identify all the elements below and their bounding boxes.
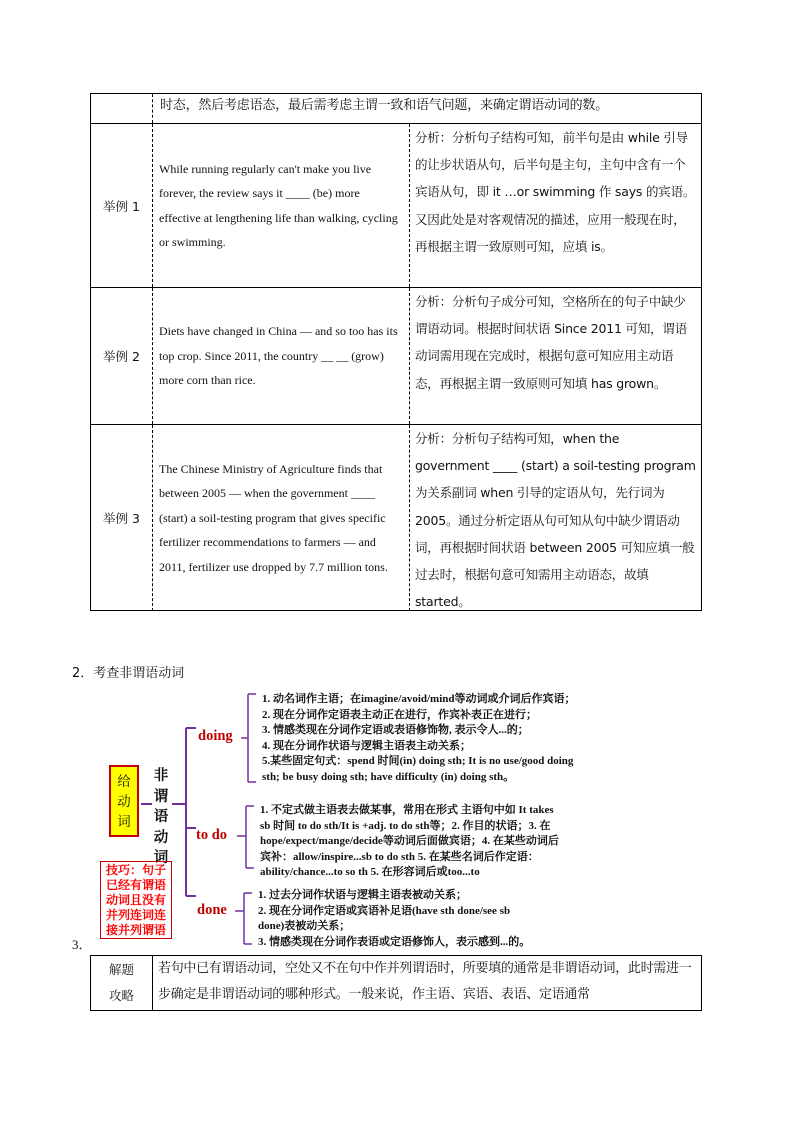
tip-box: 技巧：句子已经有谓语动词且没有并列连词连接并列谓语 (100, 861, 172, 939)
panel-line: 1. 不定式做主语表去做某事，常用在形式 主语句中如 It takes (260, 804, 554, 816)
panel-line: 1. 动名词作主语；在imagine/avoid/mind等动词或介词后作宾语； (262, 693, 576, 705)
example-analysis: 分析：分析句子结构可知，when the government ____ (start) a soil-testing program 为关系副词 when 引导的定语从句，先行词为 2005。通过分析定语从句可知从句中缺少谓语动词，再根据时间状语 between 2005 可知应填一般过去时，根据句意可知需用主动语态，故填 started。 (415, 431, 696, 610)
root-node: 给动词 (109, 765, 139, 837)
branch-label-doing: doing (198, 728, 233, 744)
panel-line: 3. 情感类现在分词作表语或定语修饰人，表示感到...的。 (258, 935, 531, 948)
section-heading: 2．考查非谓语动词 (72, 666, 185, 681)
example-analysis: 分析：分析句子结构可知，前半句是由 while 引导的让步状语从句，后半句是主句，主句中含有一个宾语从句，即 it …or swimming 作 says 的宾语。又因此处是对客观情况的描述，应用一般现在时，再根据主谓一致原则可知，应填 is。 (415, 130, 696, 254)
intro-text: 时态，然后考虑语态，最后需考虑主谓一致和语气问题，来确定谓语动词的数。 (160, 98, 609, 113)
example-label: 举例 3 (91, 425, 153, 611)
example-analysis: 分析：分析句子成分可知，空格所在的句子中缺少谓语动词。根据时间状语 Since 2011 可知，谓语动词需用现在完成时，根据句意可知应用主动语态，再根据主谓一致原则可知填 has grown。 (415, 294, 688, 391)
panel-line: ability/chance...to so th 5. 在形容词后或too...to (260, 866, 480, 878)
to-do-panel (260, 803, 559, 881)
sub-node: 非谓语动词 (153, 768, 169, 866)
panel-line: sb 时间 to do sth/It is +adj. to do sth等；2. 作目的状语；3. 在 (260, 819, 551, 832)
panel-line: 宾补：allow/inspire...sb to do sth 5. 在某些名词后作定语： (260, 850, 539, 863)
section-3-number: 3． (72, 937, 92, 952)
strategy-text: 若句中已有谓语动词，空处又不在句中作并列谓语时，所要填的通常是非谓语动词，此时需进一步确定是非谓语动词的哪种形式。一般来说，作主语、宾语、表语、定语通常 (158, 961, 692, 1002)
panel-line: 2. 现在分词作定语表主动正在进行，作宾补表正在进行； (262, 708, 537, 721)
example-sentence: The Chinese Ministry of Agriculture finds that between 2005 — when the government ____ (start) a soil-testing program that gives specific fertilizer recommendations to farmers — and 2011, fertilizer use dropped by 7.7 million tons. (153, 425, 410, 611)
done-panel (258, 888, 530, 950)
example-sentence: Diets have changed in China — and so too has its top crop. Since 2011, the country __ __ (grow) more corn than rice. (153, 288, 410, 424)
panel-line: 3. 情感类现在分词作定语或表语修饰物, 表示令人...的； (262, 724, 529, 736)
panel-line: done)表被动关系； (258, 920, 351, 932)
example-label: 举例 2 (91, 288, 153, 424)
panel-line: 5.某些固定句式：spend 时间(in) doing sth; It is no use/good doing (262, 755, 574, 767)
panel-line: 1. 过去分词作状语与逻辑主语表被动关系； (258, 889, 467, 901)
example-label: 举例 1 (91, 124, 153, 287)
branch-label-to-do: to do (196, 827, 228, 843)
strategy-label: 解题 攻略 (91, 956, 153, 1010)
panel-line: sth; be busy doing sth; have difficulty (in) doing sth。 (262, 770, 515, 783)
panel-line: 4. 现在分词作状语与逻辑主语表主动关系； (262, 739, 471, 752)
strategy-table (90, 955, 702, 1011)
doing-panel (262, 692, 576, 785)
panel-line: hope/expect/mange/decide等动词后面做宾语；4. 在某些动词后 (260, 835, 559, 847)
branch-label-done: done (197, 902, 227, 918)
example-sentence: While running regularly can't make you live forever, the review says it ____ (be) more effective at lengthening life than walking, cycling or swimming. (153, 124, 410, 287)
panel-line: 2. 现在分词作定语或宾语补足语(have sth done/see sb (258, 904, 511, 917)
